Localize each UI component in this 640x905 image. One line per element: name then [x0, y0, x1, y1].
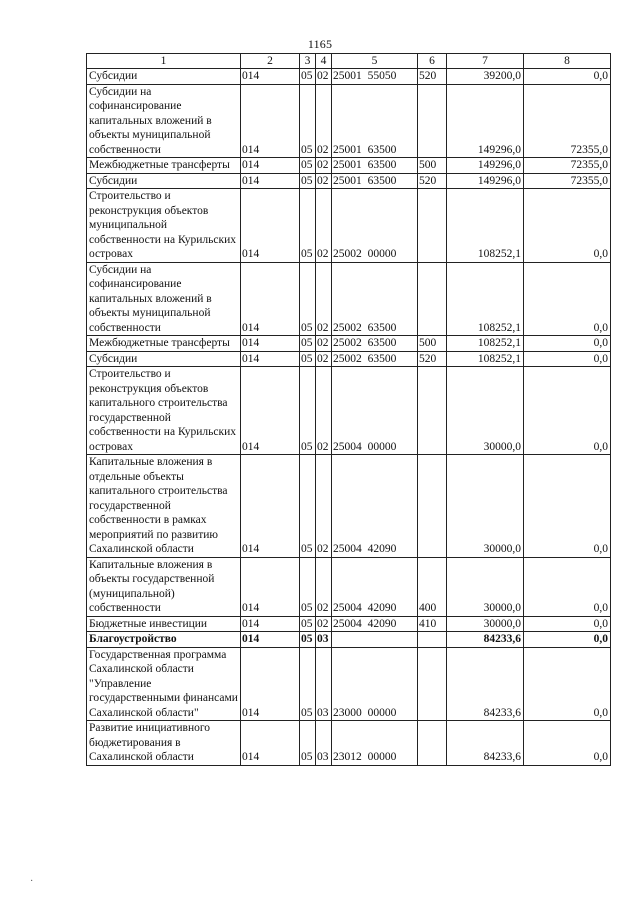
amount-year-2: 0,0 [524, 336, 611, 352]
target-article-code: 23012 00000 [332, 721, 418, 766]
target-article-code: 25004 42090 [332, 557, 418, 616]
table-row [87, 647, 611, 721]
section-code: 05 [300, 367, 316, 455]
column-header-1: 1 [87, 54, 241, 69]
subsection-code: 03 [316, 647, 332, 721]
subsection-code: 02 [316, 557, 332, 616]
subsection-code: 02 [316, 158, 332, 174]
target-article-code: 25002 63500 [332, 262, 418, 336]
row-name: Развитие инициативного бюджетирования в Сахалинской области [87, 721, 241, 766]
amount-year-1: 30000,0 [447, 557, 524, 616]
row-name: Субсидии [87, 351, 241, 367]
table-row [87, 721, 611, 766]
row-name: Межбюджетные трансферты [87, 158, 241, 174]
ministry-code: 014 [241, 173, 300, 189]
target-article-code: 23000 00000 [332, 647, 418, 721]
amount-year-1: 108252,1 [447, 262, 524, 336]
amount-year-2: 0,0 [524, 262, 611, 336]
amount-year-1: 108252,1 [447, 189, 524, 263]
table-row [87, 632, 611, 648]
target-article-code: 25004 00000 [332, 367, 418, 455]
subsection-code: 03 [316, 632, 332, 648]
section-code: 05 [300, 158, 316, 174]
target-article-code: 25002 63500 [332, 336, 418, 352]
target-article-code: 25001 63500 [332, 173, 418, 189]
target-article-code: 25004 42090 [332, 616, 418, 632]
subsection-code: 02 [316, 84, 332, 158]
amount-year-1: 149296,0 [447, 158, 524, 174]
row-name: Субсидии на софинансирование капитальных вложений в объекты муниципальной собственности [87, 262, 241, 336]
table-row [87, 351, 611, 367]
amount-year-1: 84233,6 [447, 632, 524, 648]
expense-type-code [418, 189, 447, 263]
amount-year-1: 30000,0 [447, 367, 524, 455]
expense-type-code: 520 [418, 351, 447, 367]
row-name: Государственная программа Сахалинской области "Управление государственными финансами Сахалинской области" [87, 647, 241, 721]
expense-type-code [418, 455, 447, 558]
ministry-code: 014 [241, 367, 300, 455]
row-name: Строительство и реконструкция объектов муниципальной собственности на Курильских островах [87, 189, 241, 263]
expense-type-code: 520 [418, 173, 447, 189]
section-code: 05 [300, 84, 316, 158]
column-header-4: 4 [316, 54, 332, 69]
amount-year-2: 72355,0 [524, 158, 611, 174]
subsection-code: 02 [316, 336, 332, 352]
amount-year-1: 84233,6 [447, 647, 524, 721]
ministry-code: 014 [241, 84, 300, 158]
subsection-code: 02 [316, 367, 332, 455]
ministry-code: 014 [241, 647, 300, 721]
row-name: Капитальные вложения в объекты государственной (муниципальной) собственности [87, 557, 241, 616]
amount-year-2: 72355,0 [524, 84, 611, 158]
amount-year-1: 149296,0 [447, 173, 524, 189]
section-code: 05 [300, 632, 316, 648]
table-body [87, 69, 611, 766]
subsection-code: 02 [316, 173, 332, 189]
ministry-code: 014 [241, 336, 300, 352]
table-row [87, 367, 611, 455]
amount-year-2: 0,0 [524, 69, 611, 85]
subsection-code: 02 [316, 351, 332, 367]
section-code: 05 [300, 455, 316, 558]
target-article-code [332, 632, 418, 648]
expense-type-code: 500 [418, 336, 447, 352]
table-header-row [87, 54, 611, 69]
ministry-code: 014 [241, 557, 300, 616]
section-code: 05 [300, 189, 316, 263]
amount-year-1: 30000,0 [447, 616, 524, 632]
expense-type-code [418, 84, 447, 158]
amount-year-2: 72355,0 [524, 173, 611, 189]
expense-type-code: 400 [418, 557, 447, 616]
section-code: 05 [300, 69, 316, 85]
section-code: 05 [300, 557, 316, 616]
amount-year-1: 30000,0 [447, 455, 524, 558]
subsection-code: 02 [316, 262, 332, 336]
ministry-code: 014 [241, 189, 300, 263]
amount-year-2: 0,0 [524, 616, 611, 632]
ministry-code: 014 [241, 262, 300, 336]
page-number: 1165 [307, 37, 333, 51]
row-name: Капитальные вложения в отдельные объекты капитального строительства государственной собственности в рамках мероприятий по развитию Сахалинской области [87, 455, 241, 558]
ministry-code: 014 [241, 632, 300, 648]
table-row [87, 557, 611, 616]
target-article-code: 25001 63500 [332, 84, 418, 158]
amount-year-2: 0,0 [524, 632, 611, 648]
subsection-code: 02 [316, 616, 332, 632]
subsection-code: 03 [316, 721, 332, 766]
amount-year-1: 84233,6 [447, 721, 524, 766]
amount-year-2: 0,0 [524, 557, 611, 616]
column-header-2: 2 [241, 54, 300, 69]
amount-year-2: 0,0 [524, 189, 611, 263]
row-name: Субсидии на софинансирование капитальных вложений в объекты муниципальной собственности [87, 84, 241, 158]
table-row [87, 262, 611, 336]
ministry-code: 014 [241, 351, 300, 367]
ministry-code: 014 [241, 455, 300, 558]
ministry-code: 014 [241, 69, 300, 85]
table-row [87, 84, 611, 158]
expense-type-code: 500 [418, 158, 447, 174]
target-article-code: 25001 55050 [332, 69, 418, 85]
amount-year-2: 0,0 [524, 367, 611, 455]
amount-year-2: 0,0 [524, 647, 611, 721]
section-code: 05 [300, 721, 316, 766]
scan-specks: · [30, 876, 34, 887]
ministry-code: 014 [241, 616, 300, 632]
expense-type-code [418, 367, 447, 455]
table-row [87, 173, 611, 189]
section-code: 05 [300, 351, 316, 367]
amount-year-2: 0,0 [524, 721, 611, 766]
section-code: 05 [300, 647, 316, 721]
table-row [87, 158, 611, 174]
table-row [87, 336, 611, 352]
expense-type-code [418, 262, 447, 336]
budget-table [86, 53, 611, 766]
column-header-6: 6 [418, 54, 447, 69]
amount-year-2: 0,0 [524, 455, 611, 558]
subsection-code: 02 [316, 189, 332, 263]
amount-year-1: 39200,0 [447, 69, 524, 85]
row-name: Субсидии [87, 69, 241, 85]
expense-type-code [418, 721, 447, 766]
section-code: 05 [300, 262, 316, 336]
column-header-5: 5 [332, 54, 418, 69]
target-article-code: 25002 63500 [332, 351, 418, 367]
table-row [87, 189, 611, 263]
expense-type-code: 520 [418, 69, 447, 85]
target-article-code: 25001 63500 [332, 158, 418, 174]
ministry-code: 014 [241, 158, 300, 174]
amount-year-1: 108252,1 [447, 336, 524, 352]
table-row [87, 69, 611, 85]
column-header-3: 3 [300, 54, 316, 69]
row-name: Благоустройство [87, 632, 241, 648]
column-header-7: 7 [447, 54, 524, 69]
subsection-code: 02 [316, 69, 332, 85]
row-name: Строительство и реконструкция объектов капитального строительства государственной собственности на Курильских островах [87, 367, 241, 455]
expense-type-code: 410 [418, 616, 447, 632]
target-article-code: 25004 42090 [332, 455, 418, 558]
ministry-code: 014 [241, 721, 300, 766]
amount-year-1: 108252,1 [447, 351, 524, 367]
subsection-code: 02 [316, 455, 332, 558]
table-row [87, 455, 611, 558]
amount-year-1: 149296,0 [447, 84, 524, 158]
row-name: Межбюджетные трансферты [87, 336, 241, 352]
row-name: Субсидии [87, 173, 241, 189]
row-name: Бюджетные инвестиции [87, 616, 241, 632]
amount-year-2: 0,0 [524, 351, 611, 367]
expense-type-code [418, 632, 447, 648]
target-article-code: 25002 00000 [332, 189, 418, 263]
section-code: 05 [300, 336, 316, 352]
column-header-8: 8 [524, 54, 611, 69]
table-row [87, 616, 611, 632]
section-code: 05 [300, 173, 316, 189]
expense-type-code [418, 647, 447, 721]
section-code: 05 [300, 616, 316, 632]
